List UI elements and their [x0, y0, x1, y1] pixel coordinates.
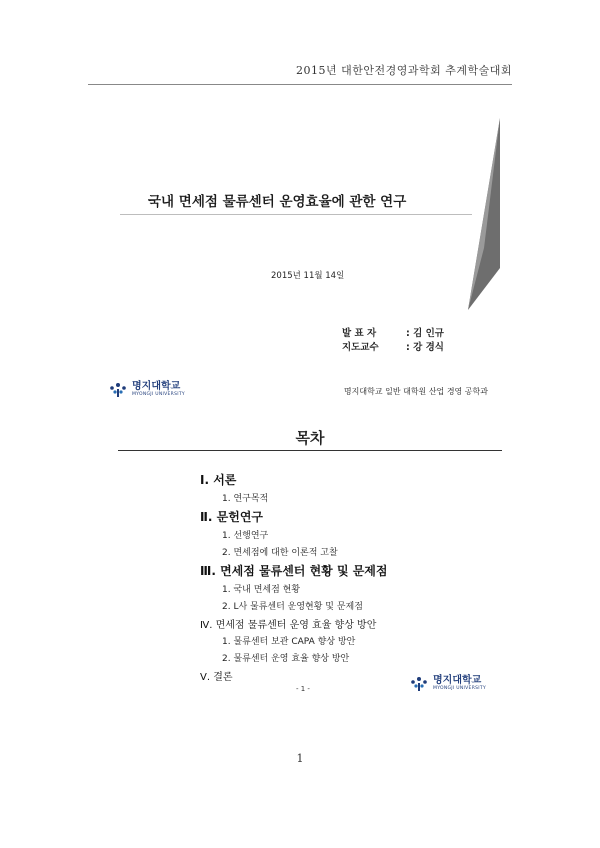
presenter-name: : 김 인규: [406, 328, 444, 339]
advisor-label: 지도교수: [342, 342, 379, 353]
toc-list: [200, 471, 388, 683]
title-slide: [100, 118, 500, 418]
header-divider: [88, 84, 512, 85]
university-name-ko: 명지대학교: [132, 381, 181, 392]
toc-title: 목차: [295, 429, 325, 447]
advisor-row: [342, 341, 444, 355]
presentation-date: 2015년 11월 14일: [271, 271, 345, 281]
toc-item: 2. L사 물류센터 운영현황 및 문제점: [222, 602, 363, 612]
toc-heading-1: Ⅰ. 서론: [200, 473, 237, 487]
toc-item: 1. 물류센터 보관 CAPA 향상 방안: [222, 637, 356, 647]
toc-item: 1. 선행연구: [222, 531, 269, 541]
title-underline: [120, 214, 472, 215]
slide-page-label: - 1 -: [296, 685, 310, 693]
presenter-row: [342, 327, 444, 341]
toc-heading-2: Ⅱ. 문헌연구: [200, 510, 264, 524]
toc-heading-3: Ⅲ. 면세점 물류센터 현황 및 문제점: [200, 564, 388, 578]
university-logo: [108, 381, 185, 398]
presenter-info: [342, 327, 444, 355]
university-name-ko: 명지대학교: [433, 675, 482, 686]
toc-item: 2. 면세점에 대한 이론적 고찰: [222, 548, 338, 558]
university-logo: [409, 675, 486, 692]
university-name-en: MYONGJI UNIVERSITY: [433, 686, 486, 691]
university-name-en: MYONGJI UNIVERSITY: [132, 392, 185, 397]
toc-slide: [118, 421, 502, 707]
slide-title: 국내 면세점 물류센터 운영효율에 관한 연구: [148, 194, 407, 210]
advisor-name: : 강 경식: [406, 342, 444, 353]
toc-heading-5: Ⅴ. 결론: [200, 672, 233, 683]
department-name: 명지대학교 일반 대학원 산업 경영 공학과: [343, 387, 488, 396]
decorative-triangle: [100, 118, 500, 418]
toc-title-underline: [118, 450, 502, 451]
toc-heading-4: Ⅳ. 면세점 물류센터 운영 효율 향상 방안: [200, 620, 377, 631]
university-emblem-icon: [108, 382, 128, 398]
page-number: 1: [296, 752, 304, 765]
conference-title: 2015년 대한안전경영과학회 추계학술대회: [295, 64, 512, 77]
presenter-label: 발 표 자: [342, 328, 377, 339]
university-emblem-icon: [409, 676, 429, 692]
toc-item: 2. 물류센터 운영 효율 향상 방안: [222, 654, 350, 664]
toc-item: 1. 연구목적: [222, 494, 269, 504]
toc-item: 1. 국내 면세점 현황: [222, 585, 301, 595]
